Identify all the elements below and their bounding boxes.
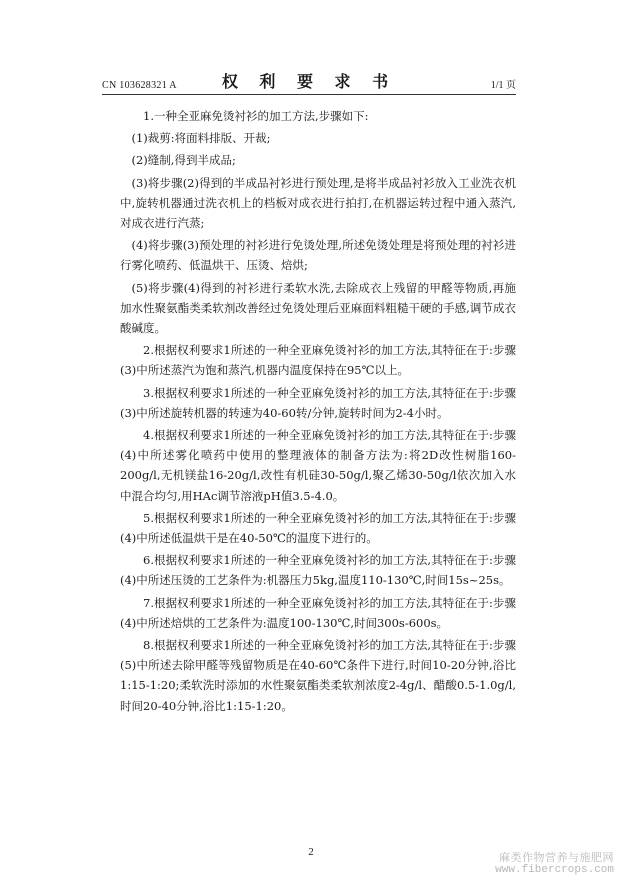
- claim-1-step-4: (4)将步骤(3)预处理的衬衫进行免烫处理,所述免烫处理是将预处理的衬衫进行雾化喷药、低温烘干、压烫、焙烘;: [120, 238, 516, 273]
- document-title: 权 利 要 求 书: [221, 72, 397, 91]
- publication-number: CN 103628321 A: [102, 80, 177, 91]
- watermark-url: www.fibercrops.com: [495, 864, 614, 876]
- claim-5: 5.根据权利要求1所述的一种全亚麻免烫衬衫的加工方法,其特征在于:步骤(4)中所述低温烘干是在40-50℃的温度下进行的。: [120, 510, 516, 546]
- claim-4: 4.根据权利要求1所述的一种全亚麻免烫衬衫的加工方法,其特征在于:步骤(4)中所述雾化喷药中使用的整理液体的制备方法为:将2D改性树脂160-200g/l,无机镁盐16-20g/l,改性有机硅30-50g/l,聚乙烯30-50g/l依次加入水中混合均匀,用HAc调节溶液pH值3.5-4.0。: [120, 428, 516, 503]
- claim-1-intro: 1.一种全亚麻免烫衬衫的加工方法,步骤如下:: [143, 109, 369, 123]
- claim-8: 8.根据权利要求1所述的一种全亚麻免烫衬衫的加工方法,其特征在于:步骤(5)中所述去除甲醛等残留物质是在40-60℃条件下进行,时间10-20分钟,浴比1:15-1:20;柔软洗时添加的水性聚氨酯类柔软剂浓度2-4g/l、醋酸0.5-1.0g/l,时间20-40分钟,浴比1:15-1:20。: [120, 638, 516, 713]
- claims-body: [120, 106, 516, 718]
- claim-1-step-5: (5)将步骤(4)得到的衬衫进行柔软水洗,去除成衣上残留的甲醛等物质,再施加水性聚氨酯类柔软剂改善经过免烫处理后亚麻面料粗糙干硬的手感,调节成衣酸碱度。: [120, 280, 516, 336]
- page-count: 1/1 页: [490, 80, 516, 91]
- claim-7: 7.根据权利要求1所述的一种全亚麻免烫衬衫的加工方法,其特征在于:步骤(4)中所述焙烘的工艺条件为:温度100-130℃,时间300s-600s。: [120, 595, 516, 630]
- site-watermark: [495, 851, 614, 877]
- page-number: 2: [308, 846, 314, 858]
- claim-1-step-1: (1)裁剪:将面料排版、开裁;: [131, 131, 271, 146]
- claim-1-step-3: (3)将步骤(2)得到的半成品衬衫进行预处理,是将半成品衬衫放入工业洗衣机中,旋转机器通过洗衣机上的档板对成衣进行拍打,在机器运转过程中通入蒸汽,对成衣进行汽蒸;: [120, 175, 516, 231]
- claim-2: 2.根据权利要求1所述的一种全亚麻免烫衬衫的加工方法,其特征在于:步骤(3)中所述蒸汽为饱和蒸汽,机器内温度保持在95℃以上。: [120, 343, 516, 378]
- claim-3: 3.根据权利要求1所述的一种全亚麻免烫衬衫的加工方法,其特征在于:步骤(3)中所述旋转机器的转速为40-60转/分钟,旋转时间为2-4小时。: [120, 385, 516, 420]
- document-header: [102, 74, 516, 95]
- claim-6: 6.根据权利要求1所述的一种全亚麻免烫衬衫的加工方法,其特征在于:步骤(4)中所述压烫的工艺条件为:机器压力5kg,温度110-130℃,时间15s~25s。: [120, 553, 516, 588]
- claim-1-step-2: (2)缝制,得到半成品;: [131, 153, 236, 168]
- watermark-name: 麻类作物营养与施肥网: [499, 851, 614, 864]
